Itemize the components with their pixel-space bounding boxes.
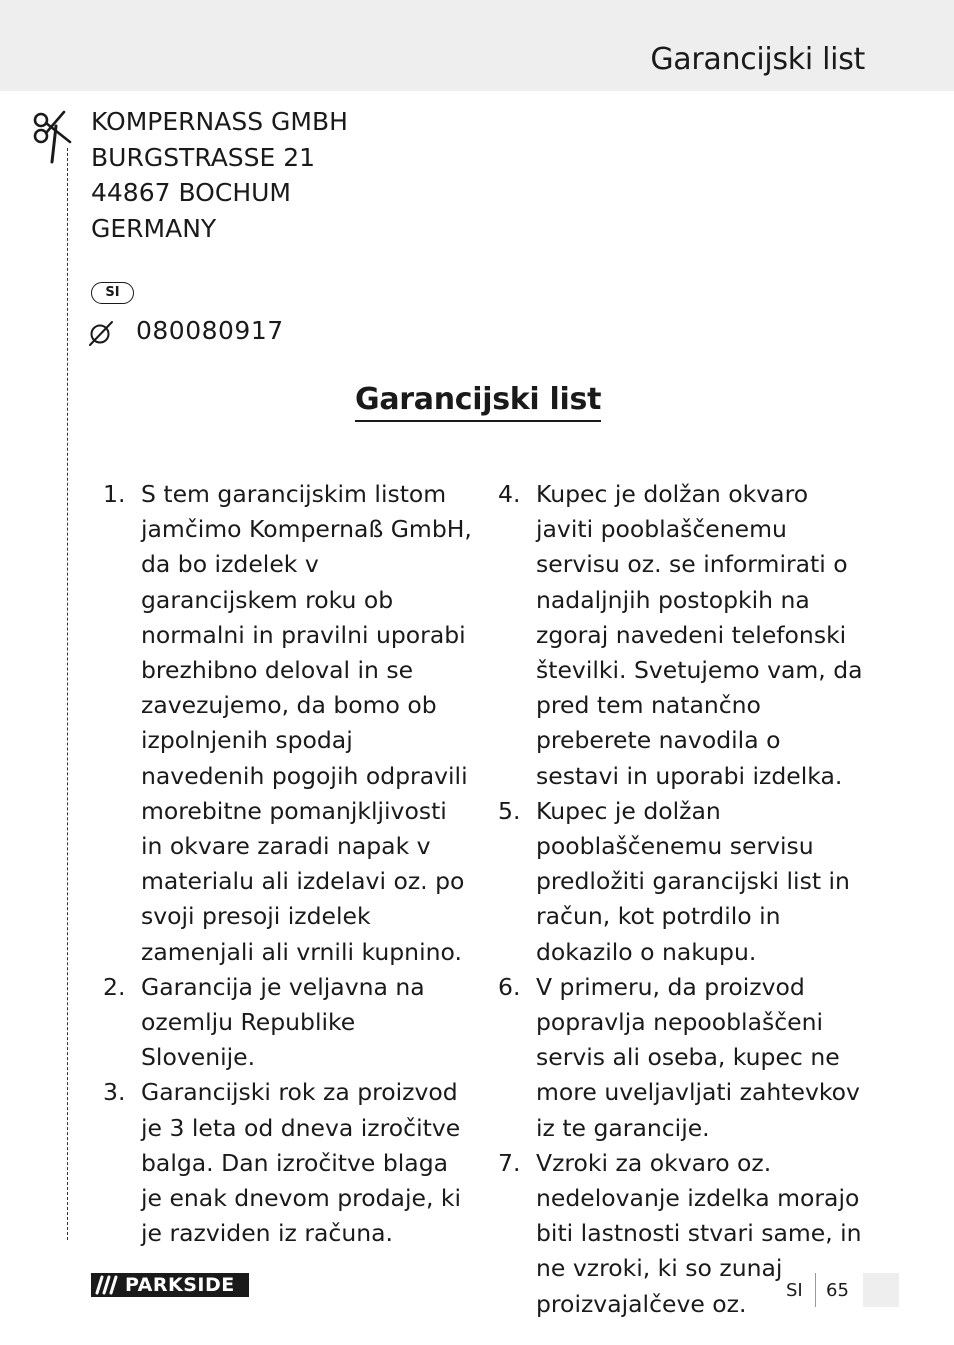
item-number: 2. [103, 972, 126, 1001]
item-number: 4. [498, 480, 521, 508]
footer-tab [863, 1273, 899, 1307]
brand-name: PARKSIDE [125, 1274, 235, 1296]
item-text: Garancijski rok za proizvod je 3 leta od dneva izročitve balga. Dan izročitve blaga je enak dnevom prodaje, ki je razviden iz računa. [141, 1078, 462, 1248]
country-badge: SI [91, 282, 134, 304]
item-number: 1. [103, 480, 126, 508]
item-text: Kupec je dolžan okvaro javiti pooblaščenemu servisu oz. se informirati o nadaljnjih postopkih na zgoraj navedeni telefonski številki. Svetujemo vam, da pred tem natančno preberete navodila o sestavi in uporabi izdelka. [536, 480, 863, 790]
list-item [103, 477, 473, 970]
phone-number: 080080917 [136, 316, 284, 345]
address-line: GERMANY [91, 213, 217, 243]
list-item [498, 970, 868, 1146]
logo-stripes-icon [91, 1273, 121, 1297]
item-text: S tem garancijskim listom jamčimo Kompernaß GmbH, da bo izdelek v garancijskem roku ob normalni in pravilni uporabi brezhibno deloval in se zavezujemo, da bomo ob izpolnjenih spodaj navedenih pogojih odpravili morebitne pomanjkljivosti in okvare zaradi napak v materialu ali izdelavi oz. po svoji presoji izdelek zamenjali ali vrnili kupnino. [141, 480, 472, 966]
item-text: Vzroki za okvaro oz. nedelovanje izdelka morajo biti lastnosti stvari same, in ne vzroki, ki so zunaj proizvajalčeve oz. [536, 1148, 862, 1318]
item-number: 6. [498, 972, 521, 1001]
footer-divider [815, 1273, 816, 1307]
phone-icon [88, 320, 114, 346]
item-text: Garancija je veljavna na ozemlju Republike Slovenije. [141, 972, 425, 1072]
address-line: 44867 BOCHUM [91, 178, 291, 207]
list-item [498, 477, 868, 794]
terms-column-right [498, 477, 868, 1322]
address-line: KOMPERNASS GMBH [91, 107, 348, 136]
address-line: BURGSTRASSE 21 [91, 142, 316, 172]
brand-logo [91, 1273, 249, 1297]
item-text: Kupec je dolžan pooblaščenemu servisu predložiti garancijski list in račun, kot potrdilo in dokazilo o nakupu. [536, 796, 850, 966]
list-item [498, 1146, 868, 1322]
address-block [91, 104, 348, 246]
list-item [498, 794, 868, 970]
list-item [103, 970, 473, 1076]
list-item [103, 1075, 473, 1251]
page-number: 65 [826, 1280, 849, 1301]
item-number: 5. [498, 796, 521, 825]
document-title: Garancijski list [355, 382, 601, 422]
cut-line [67, 148, 68, 1240]
item-number: 3. [103, 1078, 126, 1107]
item-text: V primeru, da proizvod popravlja nepooblaščeni servis ali oseba, kupec ne more uveljavljati zahtevkov iz te garancije. [536, 972, 860, 1142]
terms-column-left [103, 477, 473, 1251]
footer-language: SI [786, 1280, 803, 1301]
item-number: 7. [498, 1148, 521, 1177]
header-title: Garancijski list [650, 42, 865, 77]
